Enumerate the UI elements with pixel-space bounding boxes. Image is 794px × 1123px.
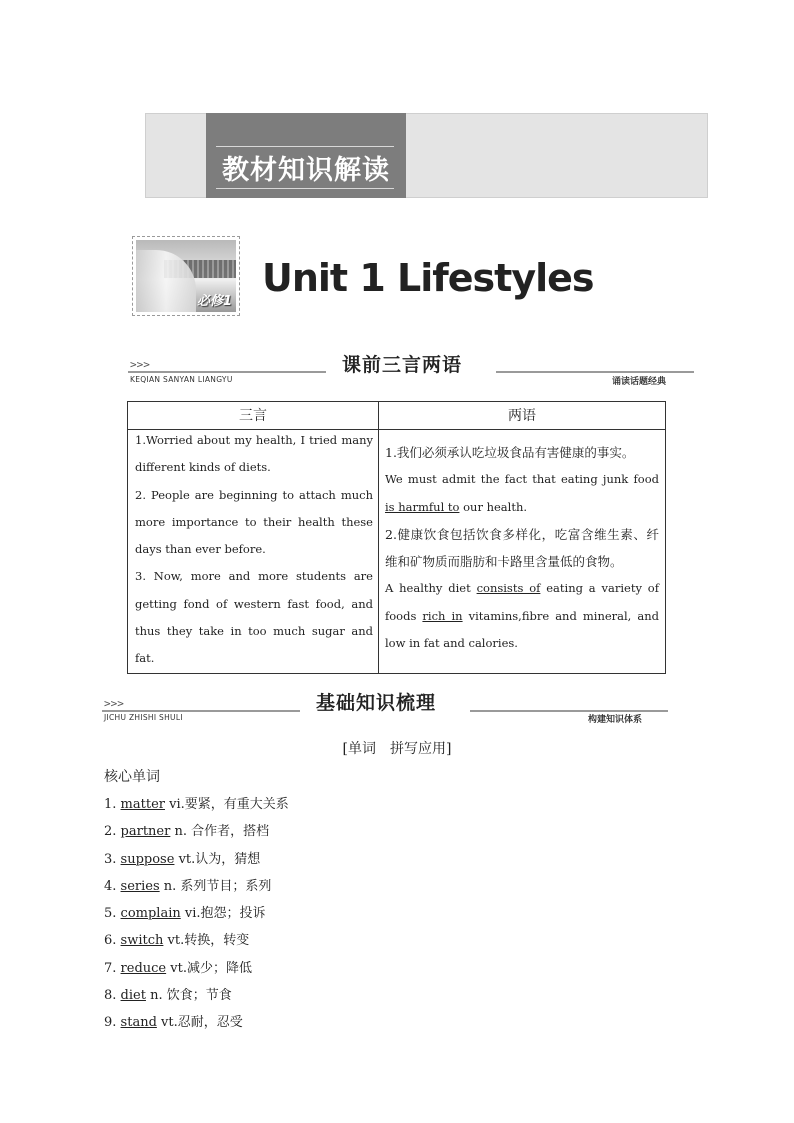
vocab-item bbox=[104, 846, 289, 873]
section1-pinyin: KEQIAN SANYAN LIANGYU bbox=[130, 375, 233, 384]
vocab-number: 5. bbox=[104, 906, 117, 922]
phrase-is-harmful-to: is harmful to bbox=[385, 499, 460, 514]
vocab-item bbox=[104, 982, 289, 1009]
vocab-word: stand bbox=[120, 1015, 157, 1031]
vocab-definition: n. 系列节目；系列 bbox=[159, 878, 272, 894]
vocab-word: partner bbox=[120, 824, 171, 840]
vocab-list bbox=[104, 791, 289, 1037]
section1-line-right bbox=[496, 371, 694, 373]
vocab-definition: vt.转换，转变 bbox=[163, 933, 250, 949]
banner-title: 教材知识解读 bbox=[222, 155, 390, 186]
section1-title: 课前三言两语 bbox=[342, 354, 463, 376]
unit-thumbnail bbox=[132, 236, 240, 316]
section1-subtitle: 诵读话题经典 bbox=[612, 377, 667, 387]
vocab-item bbox=[104, 900, 289, 927]
vocab-definition: vi.抱怨；投诉 bbox=[180, 906, 266, 922]
vocab-definition: vt.认为，猜想 bbox=[174, 851, 261, 867]
vocab-word: series bbox=[120, 878, 160, 894]
banner-rule-bottom bbox=[216, 188, 394, 189]
vocab-number: 4. bbox=[104, 878, 117, 894]
section1-line-left bbox=[128, 371, 326, 373]
vocab-item bbox=[104, 955, 289, 982]
vocab-item bbox=[104, 873, 289, 900]
left-sentence-3: 3. Now, more and more students are getting fond of western fast food, and thus they take in too much sugar and fat. bbox=[135, 569, 373, 666]
table-left-cell bbox=[135, 427, 373, 673]
phrase-rich-in: rich in bbox=[422, 608, 463, 623]
banner-rule-top bbox=[216, 146, 394, 147]
right-sentence-2-cn: 2.健康饮食包括饮食多样化，吃富含维生素、纤维和矿物质而脂肪和卡路里含量低的食物。 bbox=[385, 526, 659, 570]
vocab-number: 6. bbox=[104, 933, 117, 949]
vocab-heading: 核心单词 bbox=[104, 769, 160, 785]
quotes-table bbox=[127, 401, 666, 674]
vocab-word: diet bbox=[120, 988, 146, 1004]
section2-line-left bbox=[102, 710, 300, 712]
right-sentence-1-cn: 1.我们必须承认吃垃圾食品有害健康的事实。 bbox=[385, 445, 635, 460]
left-sentence-2: 2. People are beginning to attach much more importance to their health these days than ever before. bbox=[135, 487, 373, 557]
section2-title: 基础知识梳理 bbox=[316, 692, 437, 714]
section2-arrows: >>> bbox=[104, 697, 124, 710]
vocab-item bbox=[104, 791, 289, 818]
vocab-definition: n. 合作者，搭档 bbox=[170, 824, 270, 840]
vocab-word: suppose bbox=[120, 851, 175, 867]
vocab-section-label: [单词 拼写应用] bbox=[342, 741, 452, 757]
table-header-left: 三言 bbox=[239, 408, 267, 424]
section1-arrows: >>> bbox=[130, 358, 150, 371]
vocab-word: reduce bbox=[120, 960, 167, 976]
table-right-cell bbox=[385, 439, 659, 657]
vocab-number: 1. bbox=[104, 797, 117, 812]
left-sentence-1: 1.Worried about my health, I tried many different kinds of diets. bbox=[135, 433, 373, 475]
vocab-item bbox=[104, 1009, 289, 1036]
table-header-right: 两语 bbox=[508, 408, 536, 424]
vocab-definition: n. 饮食；节食 bbox=[145, 988, 232, 1004]
vocab-definition: vi.要紧，有重大关系 bbox=[164, 797, 289, 812]
section2-pinyin: JICHU ZHISHI SHULI bbox=[104, 713, 183, 722]
vocab-definition: vt.忍耐，忍受 bbox=[156, 1015, 243, 1031]
vocab-number: 2. bbox=[104, 824, 117, 840]
vocab-item bbox=[104, 927, 289, 954]
vocab-number: 8. bbox=[104, 988, 117, 1004]
vocab-word: switch bbox=[120, 933, 164, 949]
vocab-number: 9. bbox=[104, 1015, 117, 1031]
vocab-definition: vt.减少；降低 bbox=[166, 960, 252, 976]
vocab-item bbox=[104, 818, 289, 845]
right-sentence-2-en: A healthy diet consists of eating a variety of foods rich in vitamins,fibre and mineral, and low in fat and calories. bbox=[385, 581, 660, 651]
right-sentence-1-en: We must admit the fact that eating junk food is harmful to our health. bbox=[385, 472, 659, 514]
vocab-word: matter bbox=[120, 797, 165, 812]
unit-title: Unit 1 Lifestyles bbox=[262, 256, 594, 300]
phrase-consists-of: consists of bbox=[476, 581, 541, 596]
waterfall-image bbox=[136, 240, 236, 312]
vocab-number: 7. bbox=[104, 960, 117, 976]
unit-tag: 必修1 bbox=[196, 294, 232, 309]
section2-subtitle: 构建知识体系 bbox=[588, 715, 643, 725]
vocab-word: complain bbox=[120, 906, 181, 922]
vocab-number: 3. bbox=[104, 851, 117, 867]
